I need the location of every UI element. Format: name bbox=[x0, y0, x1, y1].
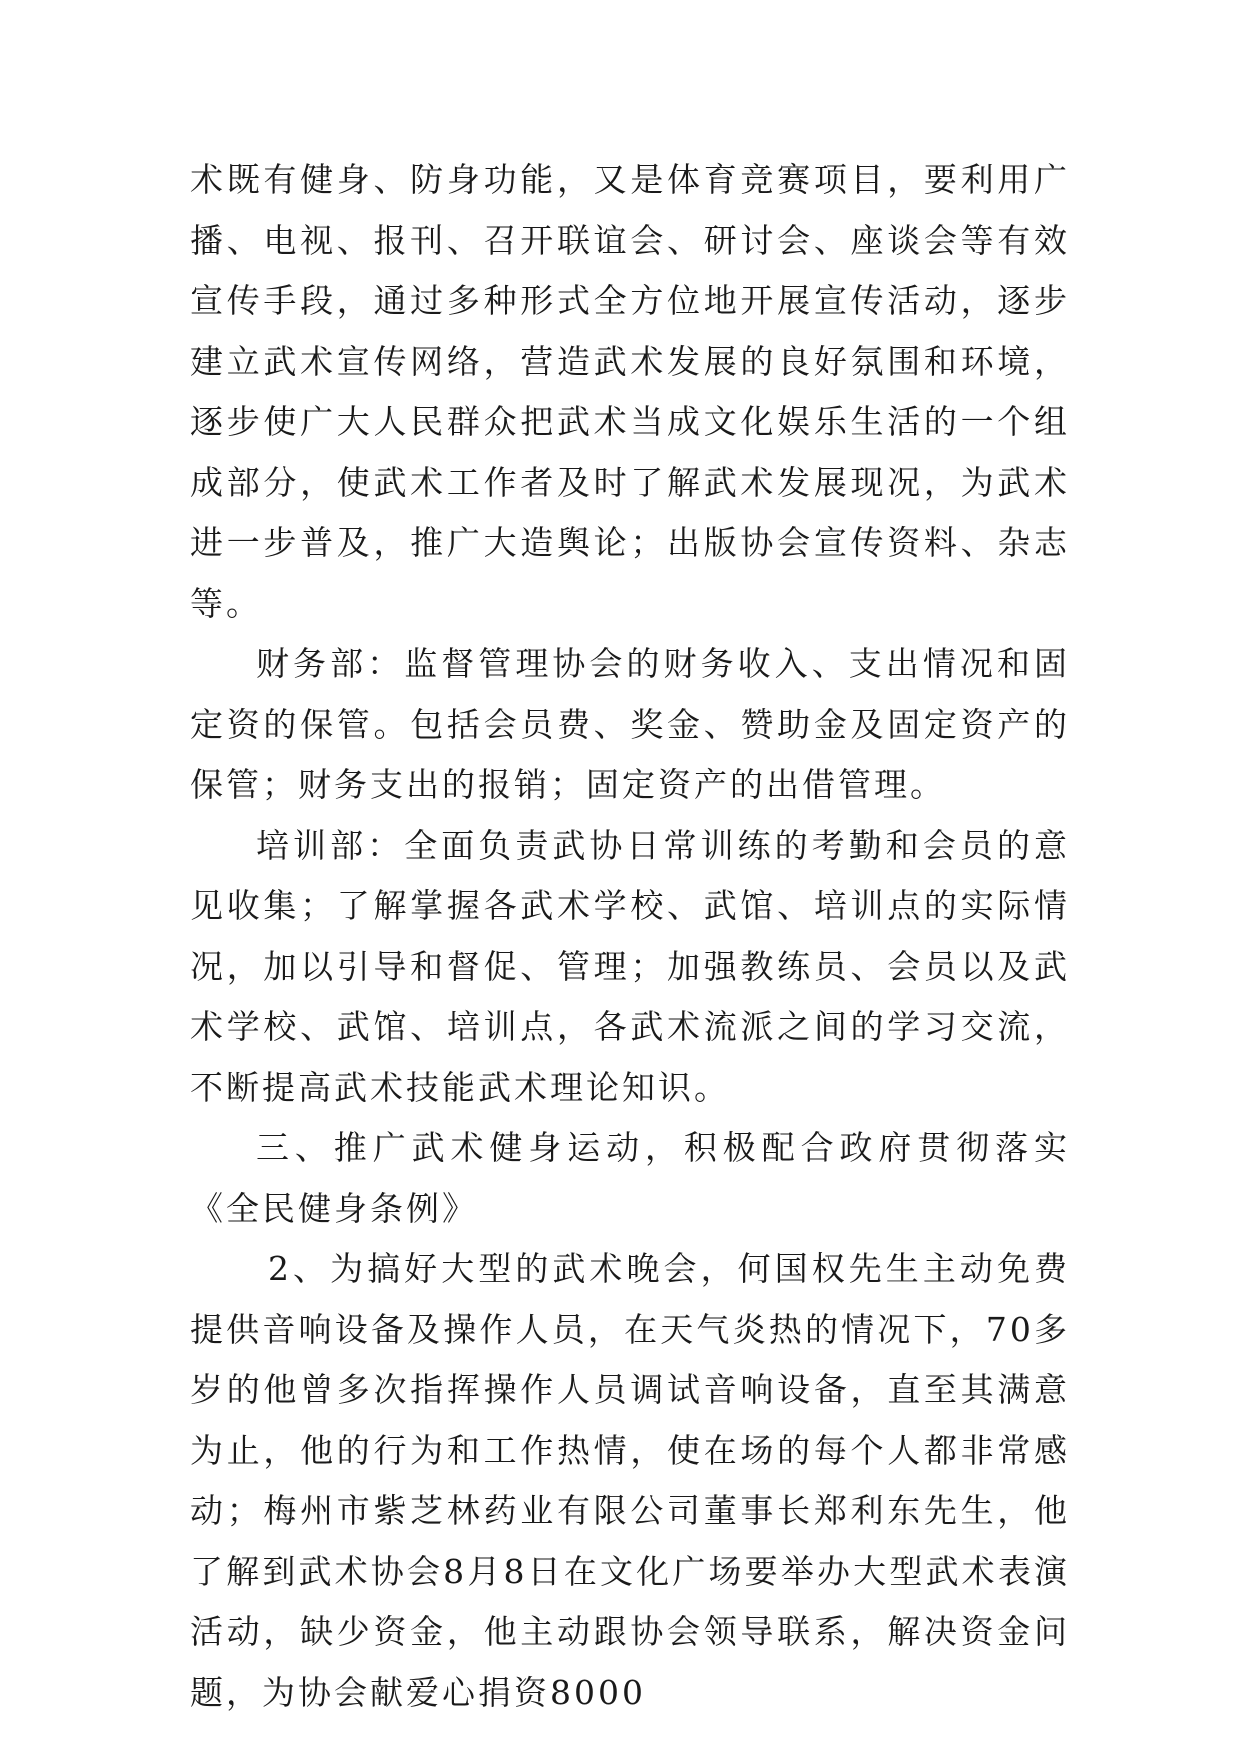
paragraph-finance-dept: 财务部：监督管理协会的财务收入、支出情况和固定资的保管。包括会员费、奖金、赞助金及固定资产的保管；财务支出的报销；固定资产的出借管理。 bbox=[190, 644, 1070, 804]
section-heading-three: 三、推广武术健身运动，积极配合政府贯彻落实《全民健身条例》 bbox=[190, 1128, 1070, 1228]
paragraph-item-two: 2、为搞好大型的武术晚会，何国权先生主动免费提供音响设备及操作人员，在天气炎热的情况下，70多岁的他曾多次指挥操作人员调试音响设备，直至其满意为止，他的行为和工作热情，使在场的每个人都非常感动；梅州市紫芝林药业有限公司董事长郑利东先生，他了解到武术协会8月8日在文化广场要举办大型武术表演活动，缺少资金，他主动跟协会领导联系，解决资金问题，为协会献爱心捐资8000 bbox=[190, 1249, 1070, 1712]
paragraph-publicity: 术既有健身、防身功能，又是体育竞赛项目，要利用广播、电视、报刊、召开联谊会、研讨会、座谈会等有效宣传手段，通过多种形式全方位地开展宣传活动，逐步建立武术宣传网络，营造武术发展的良好氛围和环境，逐步使广大人民群众把武术当成文化娱乐生活的一个组成部分，使武术工作者及时了解武术发展现况，为武术进一步普及，推广大造舆论；出版协会宣传资料、杂志等。 bbox=[190, 160, 1070, 623]
body-text bbox=[190, 150, 1070, 1723]
paragraph-training-dept: 培训部：全面负责武协日常训练的考勤和会员的意见收集；了解掌握各武术学校、武馆、培训点的实际情况，加以引导和督促、管理；加强教练员、会员以及武术学校、武馆、培训点，各武术流派之间的学习交流，不断提高武术技能武术理论知识。 bbox=[190, 825, 1070, 1107]
